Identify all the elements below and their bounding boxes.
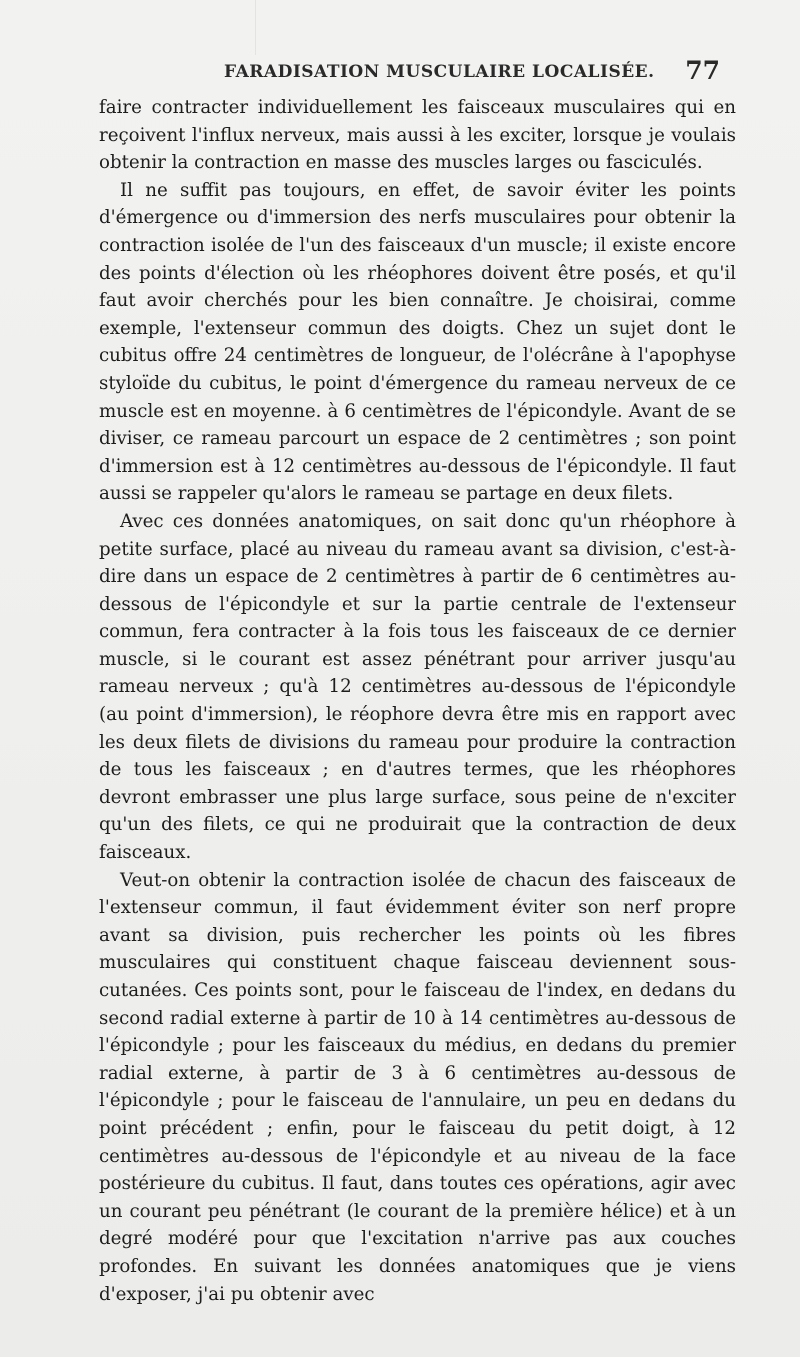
page-fold-mark [255,0,266,55]
paragraph-continued: faire contracter individuellement les faisceaux musculaires qui en reçoivent l'influx nerveux, mais aussi à les exciter, lorsque je voulais obtenir la contraction en masse des muscles larges ou fasciculés. [99,97,736,174]
page-number: 77 [685,56,720,85]
running-title: FARADISATION MUSCULAIRE LOCALISÉE. [224,62,655,82]
paragraph-election-points: Il ne suffit pas toujours, en effet, de savoir éviter les points d'émergence ou d'immersion des nerfs musculaires pour obtenir la contraction isolée de l'un des faisceaux d'un muscle; il existe encore des points d'élection où les rhéophores doivent être posés, et qu'il faut avoir cherchés pour les bien connaître. Je choisirai, comme exemple, l'extenseur commun des doigts. Chez un sujet dont le cubitus offre 24 centimètres de longueur, de l'olécrâne à l'apophyse styloïde du cubitus, le point d'émergence du rameau nerveux de ce muscle est en moyenne. à 6 centimètres de l'épicondyle. Avant de se diviser, ce rameau parcourt un espace de 2 centimètres ; son point d'immersion est à 12 centimètres au-dessous de l'épicondyle. Il faut aussi se rappeler qu'alors le rameau se partage en deux filets. [99,179,736,505]
paragraph-isolated-contraction: Veut-on obtenir la contraction isolée de chacun des faisceaux de l'extenseur commun, il faut évidemment éviter son nerf propre avant sa division, puis rechercher les points où les fibres musculaires qui constituent chaque faisceau deviennent sous-cutanées. Ces points sont, pour le faisceau de l'index, en dedans du second radial externe à partir de 10 à 14 centimètres au-dessous de l'épicondyle ; pour les faisceaux du médius, en dedans du premier radial externe, à partir de 3 à 6 centimètres au-dessous de l'épicondyle ; pour le faisceau de l'annulaire, un peu en dedans du point précédent ; enfin, pour le faisceau du petit doigt, à 12 centimètres au-dessous de l'épicondyle et au niveau de la face postérieure du cubitus. Il faut, dans toutes ces opérations, agir avec un courant peu pénétrant (le courant de la première hélice) et à un degré modéré pour que l'excitation n'arrive pas aux couches profondes. En suivant les données anatomiques que je viens d'exposer, j'ai pu obtenir avec [99,869,736,1305]
paragraph-anatomical-data: Avec ces données anatomiques, on sait donc qu'un rhéophore à petite surface, placé au niveau du rameau avant sa division, c'est-à-dire dans un espace de 2 centimètres à partir de 6 centimètres au-dessous de l'épicondyle et sur la partie centrale de l'extenseur commun, fera contracter à la fois tous les faisceaux de ce dernier muscle, si le courant est assez pénétrant pour arriver jusqu'au rameau nerveux ; qu'à 12 centimètres au-dessous de l'épicondyle (au point d'immersion), le réophore devra être mis en rapport avec les deux filets de divisions du rameau pour produire la contraction de tous les faisceaux ; en d'autres termes, que les rhéophores devront embrasser une plus large surface, sous peine de n'exciter qu'un des filets, ce qui ne produirait que la contraction de deux faisceaux. [99,510,736,864]
body-text [99,94,736,1308]
running-head [99,56,736,92]
